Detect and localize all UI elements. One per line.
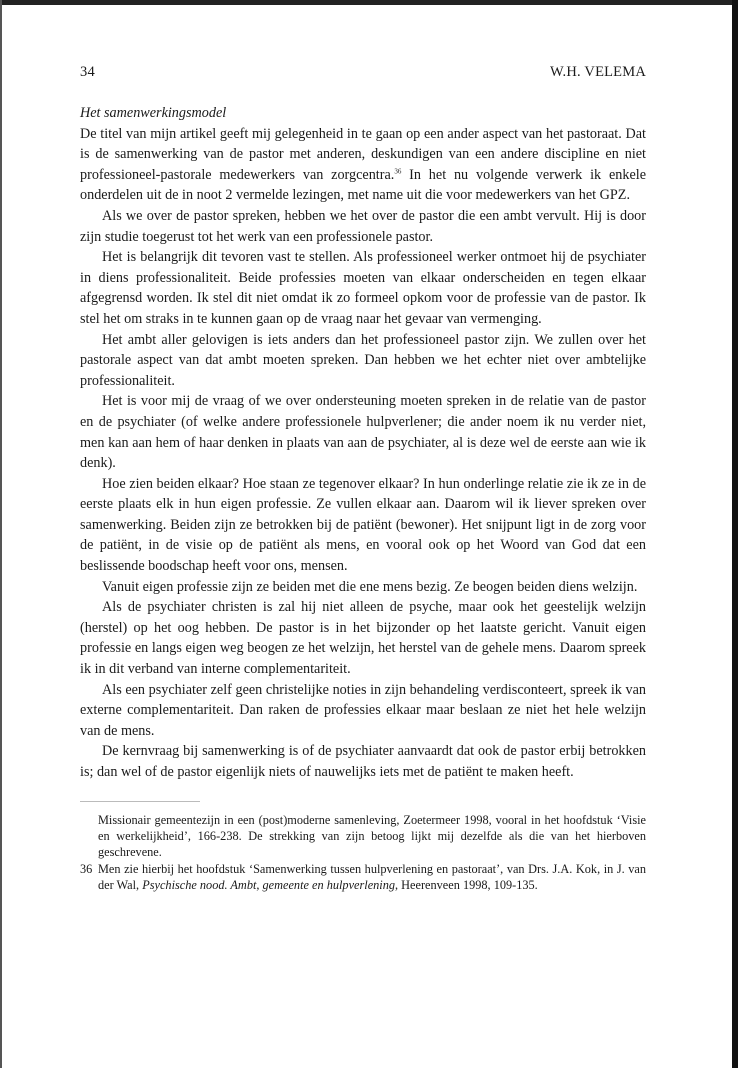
footnote-separator <box>80 801 200 802</box>
paragraph-9: Als een psychiater zelf geen christelijke noties in zijn behandeling verdisconteert, spreek ik van externe complementariteit. Dan raken de professies elkaar maar beslaan ze niet het hele welzijn van de mens. <box>80 681 646 739</box>
section-heading: Het samenwerkingsmodel <box>80 105 227 121</box>
page <box>80 64 646 894</box>
paragraph-6: Hoe zien beiden elkaar? Hoe staan ze tegenover elkaar? In hun onderlinge relatie zie ik ze in de eerste plaats elk in hun eigen professie. Ze vullen elkaar aan. Daarom wil ik liever spreken over samenwerking. Beiden zijn ze betrokken bij de patiënt (bewoner). Het snijpunt ligt in de zorg voor de patiënt, in de visie op de patiënt als mens, en vooral ook op het Woord van God dat een beslissende boodschap heeft voor ons, mensen. <box>80 475 646 575</box>
paragraph-8: Als de psychiater christen is zal hij niet alleen de psyche, maar ook het geestelijk welzijn (herstel) op het oog hebben. De pastor is in het bijzonder op het laatste gericht. Vanuit eigen professie en langs eigen weg beogen ze het welzijn, het herstel van de gehele mens. Daarom spreek ik in dit verband van interne complementariteit. <box>80 599 646 678</box>
footnote-continuation <box>80 812 646 861</box>
page-number: 34 <box>80 64 95 80</box>
footnote-36-number: 36 <box>80 861 93 876</box>
paragraph-5: Het is voor mij de vraag of we over ondersteuning moeten spreken in de relatie van de pastor en de psychiater (of welke andere professionele hulpverlener; die ander noem ik nu verder niet, men kan aan hem of haar denken in plaats van aan de psychiater, al is deze wel de eerste aan wie ik denk). <box>80 393 646 472</box>
paragraph-2: Als we over de pastor spreken, hebben we het over de pastor die een ambt vervult. Hij is door zijn studie toegerust tot het werk van een professionele pastor. <box>80 207 646 245</box>
paragraph-1 <box>80 124 646 206</box>
footnote-36-text: Men zie hierbij het hoofdstuk ‘Samenwerking tussen hulpverlening en pastoraat’, van Drs. J.A. Kok, in J. van der Wal, Psychische nood. Ambt, gemeente en hulpverlening, Heerenveen 1998, 109-135. <box>98 861 646 893</box>
body-text <box>80 124 646 783</box>
scan-edge-left <box>0 0 2 1068</box>
scan-edge-top <box>0 0 738 5</box>
footnote-36-title: Psychische nood. Ambt, gemeente en hulpverlening <box>142 878 396 893</box>
running-head <box>80 64 646 81</box>
paragraph-4: Het ambt aller gelovigen is iets anders dan het professioneel pastor zijn. We zullen over het pastorale aspect van dat ambt moeten spreken. Dan hebben we het echter niet over ambtelijke professionaliteit. <box>80 331 646 389</box>
paragraph-7: Vanuit eigen professie zijn ze beiden met die ene mens bezig. Ze beogen beiden diens welzijn. <box>102 578 638 595</box>
paragraph-3: Het is belangrijk dit tevoren vast te stellen. Als professioneel werker ontmoet hij de psychiater in diens professionaliteit. Beide professies moeten van elkaar onderscheiden en tegen elkaar afgegrensd worden. Ik stel dit niet omdat ik zo formeel opkom voor de professie van de pastor. Ik stel het om straks in te kunnen gaan op de vraag naar het gevaar van vermenging. <box>80 249 646 327</box>
running-head-author: W.H. VELEMA <box>549 64 646 80</box>
footnotes <box>80 812 646 894</box>
footnote-continuation-text: Missionair gemeentezijn in een (post)moderne samenleving, Zoetermeer 1998, vooral in het hoofdstuk ‘Visie en werkelijkheid’, 166-238. De strekking van zijn betoog lijkt mij dezelfde als die van het hierboven geschrevene. <box>98 812 646 860</box>
scan-edge-right <box>732 0 738 1068</box>
paragraph-1-text: De titel van mijn artikel geeft mij gelegenheid in te gaan op een ander aspect van het pastoraat. Dat is de samenwerking van de pastor met anderen, deskundigen van een andere discipline en niet professioneel-pastorale medewerkers van zorgcentra. <box>80 125 646 183</box>
footnote-ref-36[interactable]: 36 <box>394 167 402 176</box>
footnote-36 <box>80 861 646 894</box>
paragraph-1-text-cont: In het nu volgende verwerk ik enkele onderdelen uit de in noot 2 vermelde lezingen, met name uit die voor medewerkers van het GPZ. <box>80 166 646 204</box>
paragraph-10: De kernvraag bij samenwerking is of de psychiater aanvaardt dat ook de pastor erbij betrokken is; dan wel of de pastor eigenlijk niets of nauwelijks iets met de patiënt te maken heeft. <box>80 743 646 780</box>
